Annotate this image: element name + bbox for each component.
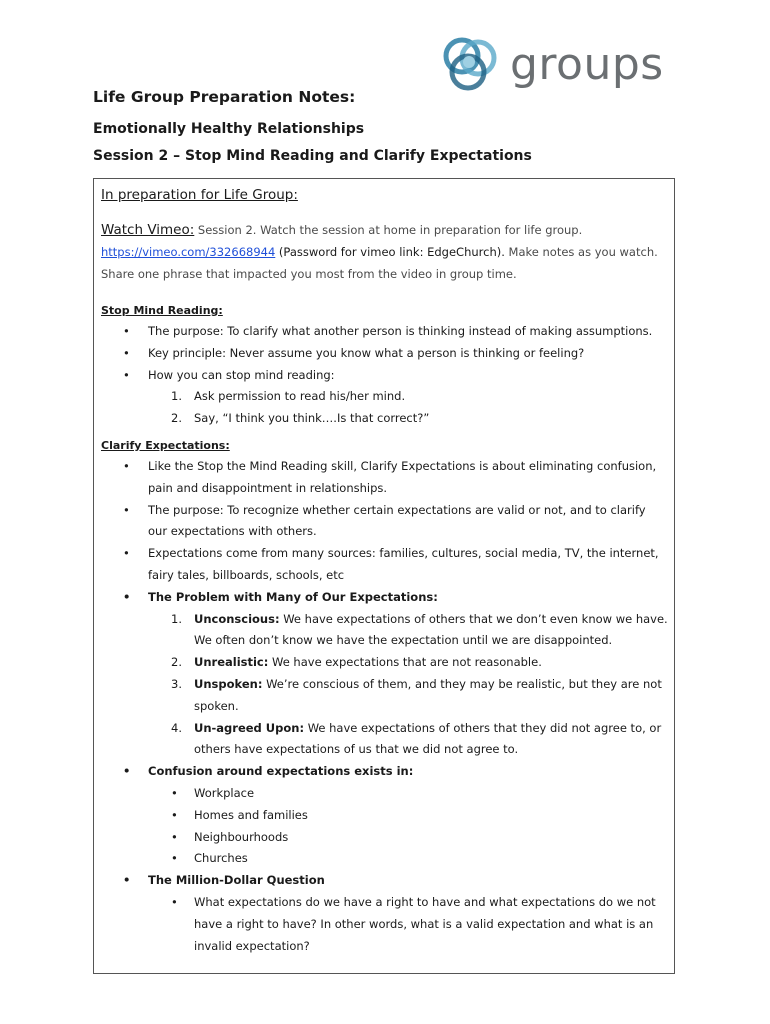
ce-list-3 (101, 870, 668, 892)
list-item: • Confusion around expectations exists in: (101, 761, 668, 783)
list-item: • Churches (101, 848, 668, 870)
list-item: 1. Unconscious: We have expectations of others that we don’t even know we have. We often don’t know we have the expectation until we are disappointed. (171, 611, 668, 648)
list-item: • Key principle: Never assume you know what a person is thinking or feeling? (101, 343, 668, 365)
list-item: 1. Ask permission to read his/her mind. (171, 389, 406, 404)
ce-list-2 (101, 761, 668, 783)
list-item: 2. Say, “I think you think….Is that correct?” (171, 411, 430, 426)
watch-label: Watch Vimeo: (101, 222, 195, 238)
list-item: • What expectations do we have a right to have and what expectations do we not have a right to have? In other words, what is a valid expectation and what is an invalid expectation? (101, 892, 668, 957)
stop-mind-reading-heading: Stop Mind Reading: (101, 304, 223, 317)
list-item: • The Problem with Many of Our Expectations: (101, 587, 668, 609)
list-item: • The Million-Dollar Question (101, 870, 668, 892)
list-item: • Expectations come from many sources: families, cultures, social media, TV, the internet, fairy tales, billboards, schools, etc (101, 543, 668, 587)
list-item: • Like the Stop the Mind Reading skill, Clarify Expectations is about eliminating confusion, pain and disappointment in relationships. (101, 456, 668, 500)
prep-content (101, 187, 668, 957)
page-title: Life Group Preparation Notes: (93, 88, 356, 106)
logo-wordmark: groups (510, 39, 664, 90)
list-item: • Homes and families (101, 805, 668, 827)
list-item: • Workplace (101, 783, 668, 805)
list-item: 3. Unspoken: We’re conscious of them, and they may be realistic, but they are not spoken. (171, 676, 662, 713)
vimeo-link[interactable]: https://vimeo.com/332668944 (101, 245, 276, 259)
step-text: Ask permission to read his/her mind. (194, 389, 406, 404)
prep-box (93, 178, 675, 974)
question-list (101, 892, 668, 957)
smr-steps (101, 386, 668, 430)
watch-line (101, 219, 668, 241)
list-item: 2. Unrealistic: We have expectations that are not reasonable. (171, 655, 542, 670)
problem-list (101, 609, 668, 762)
notes-text: Make notes as you watch. (504, 245, 658, 259)
list-item: 4. Un-agreed Upon: We have expectations of others that they did not agree to, or others have expectations of us that we did not agree to. (171, 720, 662, 757)
session-title: Session 2 – Stop Mind Reading and Clarify Expectations (93, 148, 532, 164)
ce-list (101, 456, 668, 609)
clarify-expectations-heading: Clarify Expectations: (101, 438, 230, 452)
step-text: Say, “I think you think….Is that correct?” (194, 411, 430, 426)
list-item: • How you can stop mind reading: (101, 365, 668, 387)
prep-heading: In preparation for Life Group: (101, 187, 298, 203)
password-text: (Password for vimeo link: EdgeChurch). (275, 245, 505, 259)
list-item: • The purpose: To recognize whether certain expectations are valid or not, and to clarify our expectations with others. (101, 500, 668, 544)
watch-text: Session 2. Watch the session at home in preparation for life group. (194, 223, 583, 237)
groups-logo-icon (440, 34, 510, 96)
groups-logo (440, 34, 664, 96)
list-item: • Neighbourhoods (101, 827, 668, 849)
places-list (101, 783, 668, 870)
list-item: • The purpose: To clarify what another person is thinking instead of making assumptions. (101, 321, 668, 343)
smr-list (101, 321, 668, 386)
page-subtitle: Emotionally Healthy Relationships (93, 121, 365, 137)
link-line (101, 241, 668, 263)
share-text: Share one phrase that impacted you most from the video in group time. (101, 267, 517, 281)
